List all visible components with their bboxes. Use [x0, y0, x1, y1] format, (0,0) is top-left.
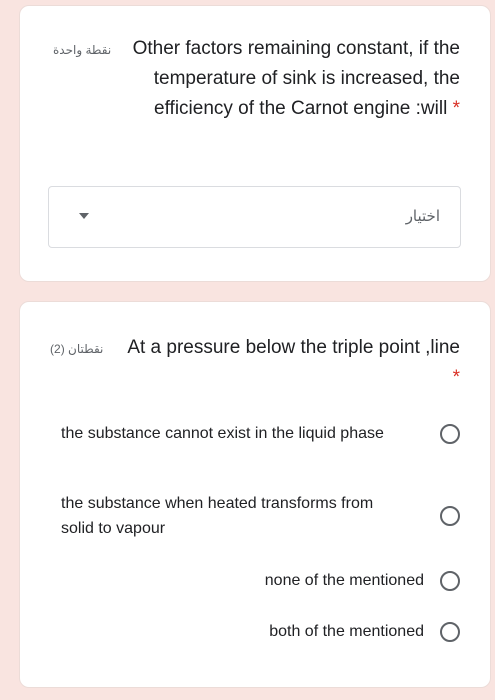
option-label: the substance when heated transforms from solid to vapour — [61, 495, 374, 537]
answer-dropdown[interactable] — [48, 186, 461, 248]
required-star: * — [452, 367, 460, 388]
question-text: At a pressure below the triple point ,line — [127, 337, 460, 358]
radio-button[interactable] — [440, 506, 460, 526]
question-title — [115, 34, 460, 124]
question-text: Other factors remaining constant, if the temperature of sink is increased, the efficiency of the Carnot engine :will — [132, 38, 460, 119]
question-card-carnot — [19, 5, 491, 282]
radio-button[interactable] — [440, 424, 460, 444]
radio-button[interactable] — [440, 622, 460, 642]
option-label: both of the mentioned — [269, 623, 424, 640]
question-card-triple-point — [19, 301, 491, 688]
radio-option-both[interactable] — [269, 619, 460, 644]
points-label: نقطتان (2) — [50, 342, 104, 356]
radio-button[interactable] — [440, 571, 460, 591]
question-title — [120, 333, 460, 393]
radio-option-solid-to-vapour[interactable] — [61, 491, 460, 541]
required-star: * — [452, 98, 460, 119]
dropdown-placeholder: اختيار — [405, 208, 440, 225]
option-label: none of the mentioned — [264, 572, 424, 589]
radio-option-cannot-exist-liquid[interactable] — [61, 421, 460, 446]
points-label: نقطة واحدة — [53, 43, 112, 57]
radio-option-none[interactable] — [265, 568, 460, 593]
caret-down-icon — [79, 213, 89, 219]
option-label: the substance cannot exist in the liquid phase — [61, 425, 384, 442]
